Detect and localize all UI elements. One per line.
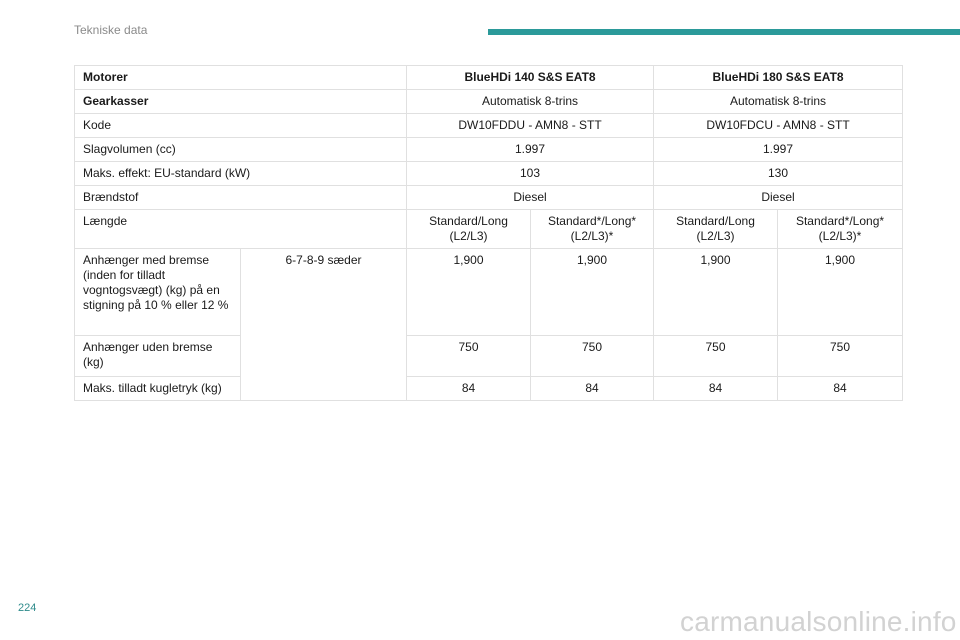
unbraked-trailer-value: 750 — [531, 336, 654, 377]
length-variant-1: Standard/Long (L2/L3) — [407, 210, 531, 249]
table-row — [75, 66, 903, 90]
table-row — [75, 114, 903, 138]
code-value-1: DW10FDDU - AMN8 - STT — [407, 114, 654, 138]
engine-1-header: BlueHDi 140 S&S EAT8 — [407, 66, 654, 90]
header-accent-bar — [488, 29, 960, 35]
table-row — [75, 377, 903, 401]
code-label: Kode — [75, 114, 407, 138]
watermark: carmanualsonline.info — [680, 606, 957, 637]
length-variant-2: Standard*/Long* (L2/L3)* — [531, 210, 654, 249]
table-row — [75, 138, 903, 162]
section-title: Tekniske data — [74, 23, 148, 37]
fuel-label: Brændstof — [75, 186, 407, 210]
table-row — [75, 249, 903, 336]
code-value-2: DW10FDCU - AMN8 - STT — [654, 114, 903, 138]
table-row — [75, 210, 903, 249]
unbraked-trailer-value: 750 — [654, 336, 778, 377]
unbraked-trailer-label: Anhænger uden bremse (kg) — [75, 336, 241, 377]
length-variant-3: Standard/Long (L2/L3) — [654, 210, 778, 249]
table-row — [75, 162, 903, 186]
table-row — [75, 336, 903, 377]
towball-value: 84 — [654, 377, 778, 401]
gearbox-value-2: Automatisk 8-trins — [654, 90, 903, 114]
braked-trailer-value: 1,900 — [778, 249, 903, 336]
table-row — [75, 90, 903, 114]
unbraked-trailer-value: 750 — [407, 336, 531, 377]
displacement-label: Slagvolumen (cc) — [75, 138, 407, 162]
page-number: 224 — [18, 602, 37, 614]
towball-value: 84 — [778, 377, 903, 401]
seats-label: 6-7-8-9 sæder — [241, 249, 407, 401]
towball-label: Maks. tilladt kugletryk (kg) — [75, 377, 241, 401]
displacement-value-2: 1.997 — [654, 138, 903, 162]
braked-trailer-value: 1,900 — [531, 249, 654, 336]
fuel-value-2: Diesel — [654, 186, 903, 210]
towball-value: 84 — [407, 377, 531, 401]
power-value-2: 130 — [654, 162, 903, 186]
braked-trailer-value: 1,900 — [654, 249, 778, 336]
power-label: Maks. effekt: EU-standard (kW) — [75, 162, 407, 186]
unbraked-trailer-value: 750 — [778, 336, 903, 377]
braked-trailer-label: Anhænger med bremse (inden for tilladt vogntogsvægt) (kg) på en stigning på 10 % eller 12 % — [75, 249, 241, 336]
towball-value: 84 — [531, 377, 654, 401]
engine-2-header: BlueHDi 180 S&S EAT8 — [654, 66, 903, 90]
table-row — [75, 186, 903, 210]
length-variant-4: Standard*/Long* (L2/L3)* — [778, 210, 903, 249]
gearbox-label: Gearkasser — [75, 90, 407, 114]
fuel-value-1: Diesel — [407, 186, 654, 210]
engine-label: Motorer — [75, 66, 407, 90]
length-label: Længde — [75, 210, 407, 249]
power-value-1: 103 — [407, 162, 654, 186]
braked-trailer-value: 1,900 — [407, 249, 531, 336]
displacement-value-1: 1.997 — [407, 138, 654, 162]
gearbox-value-1: Automatisk 8-trins — [407, 90, 654, 114]
technical-data-table — [74, 65, 903, 401]
